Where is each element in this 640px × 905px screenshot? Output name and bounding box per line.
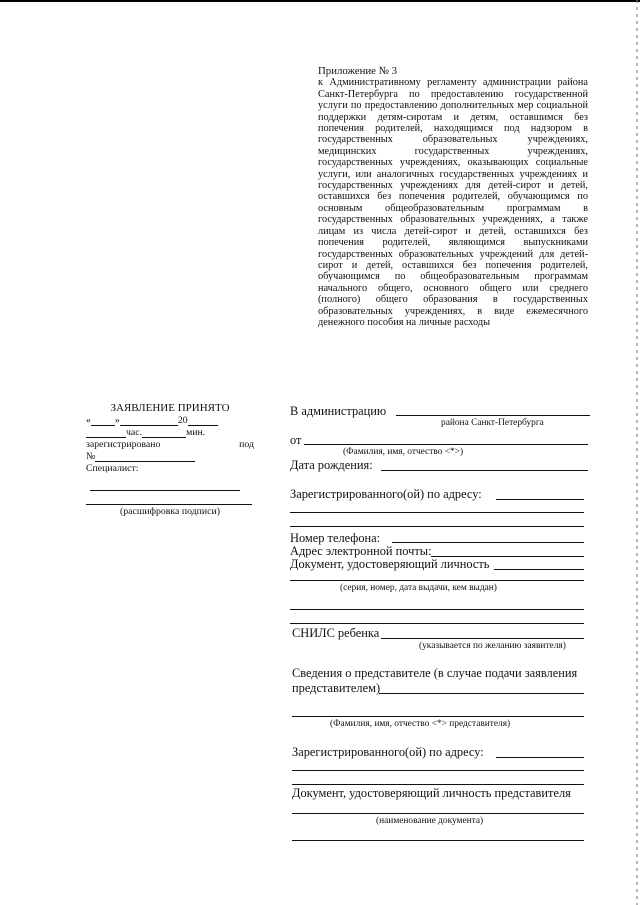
year-prefix: 20 xyxy=(177,414,188,426)
year-field[interactable] xyxy=(188,415,218,426)
appendix-title: Приложение № 3 xyxy=(318,65,398,77)
id-doc-field-4[interactable] xyxy=(290,623,584,624)
signature-caption: (расшифровка подписи) xyxy=(120,506,221,517)
scan-edge xyxy=(636,0,638,905)
phone-field[interactable] xyxy=(392,542,584,543)
rep-fio-caption: (Фамилия, имя, отчество <*> представителя) xyxy=(330,719,511,729)
minutes-label: мин. xyxy=(186,426,206,438)
day-field[interactable] xyxy=(91,415,115,426)
rep-field-1[interactable] xyxy=(379,693,584,694)
minutes-field[interactable] xyxy=(142,427,186,438)
specialist-label: Специалист: xyxy=(86,462,139,474)
address-field-2[interactable] xyxy=(290,512,584,513)
stamp-date-row xyxy=(86,415,254,427)
snils-caption: (указывается по желанию заявителя) xyxy=(419,641,566,651)
district-caption: района Санкт-Петербурга xyxy=(441,418,544,428)
stamp-time-row xyxy=(86,427,254,439)
quote-open: « xyxy=(86,414,91,426)
rep-address-field-1[interactable] xyxy=(496,757,584,758)
admin-field[interactable] xyxy=(396,415,590,416)
id-doc-label: Документ, удостоверяющий личность xyxy=(290,557,490,571)
hours-field[interactable] xyxy=(86,427,126,438)
rep-doc-field-2[interactable] xyxy=(292,840,584,841)
rep-line-1: Сведения о представителе (в случае подачи заявления xyxy=(292,666,578,680)
fio-caption: (Фамилия, имя, отчество <*>) xyxy=(343,447,464,457)
rep-fio-field[interactable] xyxy=(292,716,584,717)
snils-label: СНИЛС ребенка xyxy=(292,626,380,640)
page-top-border xyxy=(0,0,640,2)
id-doc-caption: (серия, номер, дата выдачи, кем выдан) xyxy=(340,583,497,593)
registered-label: зарегистрировано xyxy=(86,438,161,450)
birth-field[interactable] xyxy=(381,470,588,471)
signature-line[interactable] xyxy=(90,490,240,491)
address-field-3[interactable] xyxy=(290,526,584,527)
stamp-number-row xyxy=(86,451,254,463)
phone-label: Номер телефона: xyxy=(290,531,381,545)
appendix-header xyxy=(318,66,588,328)
id-doc-field-3[interactable] xyxy=(290,609,584,610)
id-doc-field-1[interactable] xyxy=(494,569,584,570)
address-field-1[interactable] xyxy=(496,499,584,500)
rep-doc-label: Документ, удостоверяющий личность представителя xyxy=(292,786,571,800)
email-label: Адрес электронной почты: xyxy=(290,544,432,558)
rep-address-field-3[interactable] xyxy=(292,784,584,785)
rep-address-label: Зарегистрированного(ой) по адресу: xyxy=(292,745,484,759)
rep-address-field-2[interactable] xyxy=(292,770,584,771)
rep-line-2: представителем) xyxy=(292,681,381,695)
rep-doc-caption: (наименование документа) xyxy=(376,816,484,826)
under-label: под xyxy=(239,438,254,450)
from-field[interactable] xyxy=(304,444,588,445)
number-sign: № xyxy=(86,450,96,462)
quote-close: » xyxy=(114,414,120,426)
number-field[interactable] xyxy=(95,451,195,462)
id-doc-field-2[interactable] xyxy=(290,580,584,581)
rep-doc-field-1[interactable] xyxy=(292,813,584,814)
hours-label: час. xyxy=(126,426,143,438)
stamp-specialist-row xyxy=(86,463,254,475)
snils-field[interactable] xyxy=(381,638,584,639)
stamp-registered-row xyxy=(86,439,254,451)
acceptance-stamp xyxy=(86,402,254,517)
stamp-title: ЗАЯВЛЕНИЕ ПРИНЯТО xyxy=(110,402,230,414)
address-label: Зарегистрированного(ой) по адресу: xyxy=(290,487,482,501)
appendix-body: к Административному регламенту администрации района Санкт-Петербурга по предоставлению государственной услуги по предоставлению дополнительных мер социальной поддержки детям-сиротам и детям, оставшимся без попечения родителей, находящимся под надзором в государственных образовательных учреждениях, медицинских государственных учреждениях, государственных учреждениях, оказывающих социальные услуги, или аналогичных государственных учреждениях и государственных учреждениях для детей-сирот и детей, оставшихся без попечения родителей, обучающимся по основным общеобразовательным программам в государственных образовательных учреждениях, а также лицам из числа детей-сирот и детей, оставшихся без попечения родителей, являющимся выпускниками государственных образовательных учреждений для детей-сирот и детей, оставшихся без попечения родителей, обучающимся по общеобразовательным программам начального общего, основного общего или среднего (полного) общего образования в государственных образовательных учреждениях, в виде ежемесячного денежного пособия на личные расходы xyxy=(318,77,588,328)
signature-decode-line[interactable] xyxy=(86,504,252,505)
admin-label: В администрацию xyxy=(290,404,387,418)
birth-label: Дата рождения: xyxy=(290,458,373,472)
from-label: от xyxy=(290,433,302,447)
month-field[interactable] xyxy=(120,415,178,426)
